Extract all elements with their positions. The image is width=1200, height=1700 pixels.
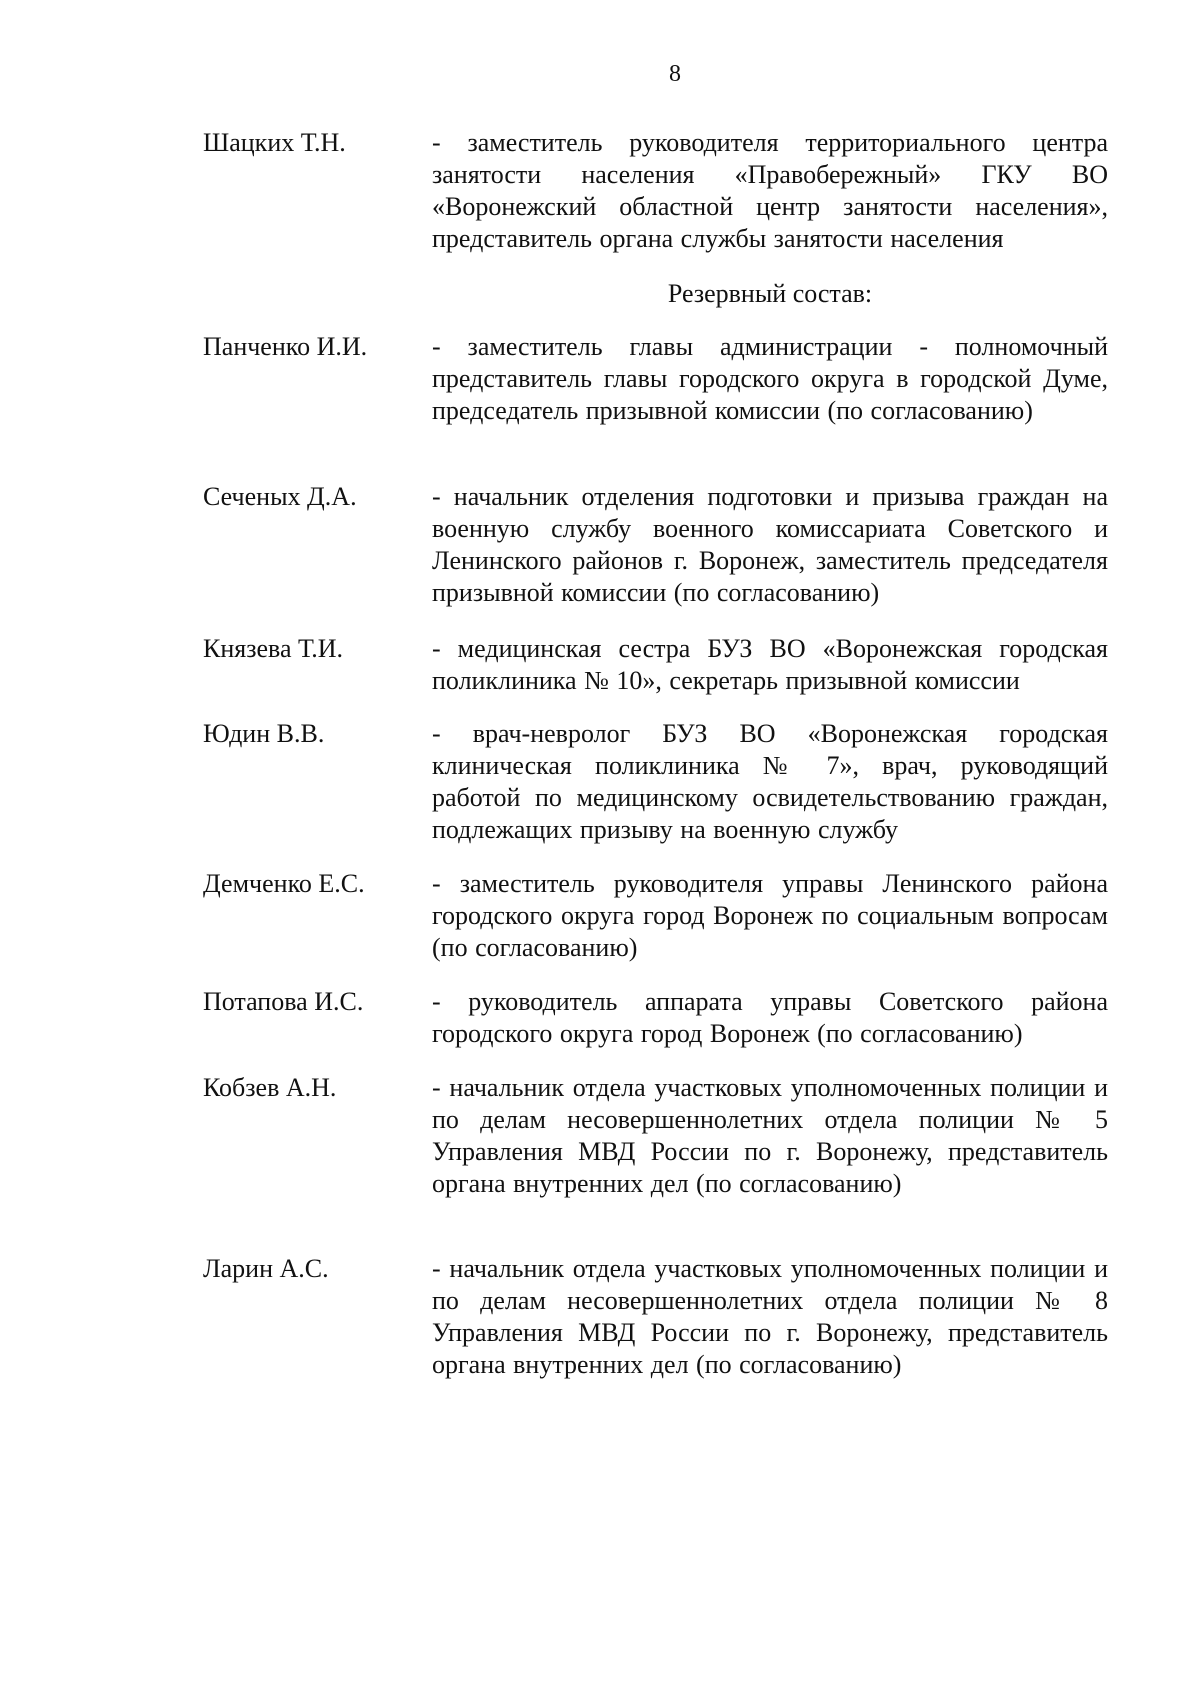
member-description: - начальник отдела участковых уполномоченных полиции и по делам несовершеннолетних отдела полиции № 8 Управления МВД России по г. Воронежу, представитель органа внутренних дел (по согласованию) [432,1254,1108,1379]
member-description: - заместитель руководителя управы Ленинского района городского округа город Воронеж по социальным вопросам (по согласованию) [432,869,1108,962]
member-name: Сеченых Д.А. [203,482,357,511]
member-name: Демченко Е.С. [203,869,365,898]
member-description: - заместитель руководителя территориального центра занятости населения «Правобережный» ГКУ ВО «Воронежский областной центр занятости населения», представитель органа службы занятости населения [432,128,1108,253]
member-name: Князева Т.И. [203,634,344,663]
member-description: - начальник отдела участковых уполномоченных полиции и по делам несовершеннолетних отдела полиции № 5 Управления МВД России по г. Воронежу, представитель органа внутренних дел (по согласованию) [432,1073,1108,1198]
member-name: Ларин А.С. [203,1254,329,1283]
member-description: - начальник отделения подготовки и призыва граждан на военную службу военного комиссариата Советского и Ленинского районов г. Воронеж, заместитель председателя призывной комиссии (по согласованию) [432,482,1108,607]
member-name: Панченко И.И. [203,332,368,361]
member-name: Юдин В.В. [203,719,325,748]
member-name: Шацких Т.Н. [203,128,346,157]
member-name: Потапова И.С. [203,987,364,1016]
member-description: - врач-невролог БУЗ ВО «Воронежская городская клиническая поликлиника № 7», врач, руководящий работой по медицинскому освидетельствованию граждан, подлежащих призыву на военную службу [432,719,1108,844]
reserve-heading: Резервный состав: [667,279,873,308]
member-name: Кобзев А.Н. [203,1073,337,1102]
member-description: - заместитель главы администрации - полномочный представитель главы городского округа в городской Думе, председатель призывной комиссии (по согласованию) [432,332,1108,425]
member-description: - медицинская сестра БУЗ ВО «Воронежская городская поликлиника № 10», секретарь призывной комиссии [432,634,1108,695]
page-number: 8 [669,61,681,87]
member-description: - руководитель аппарата управы Советского района городского округа город Воронеж (по согласованию) [432,987,1108,1048]
